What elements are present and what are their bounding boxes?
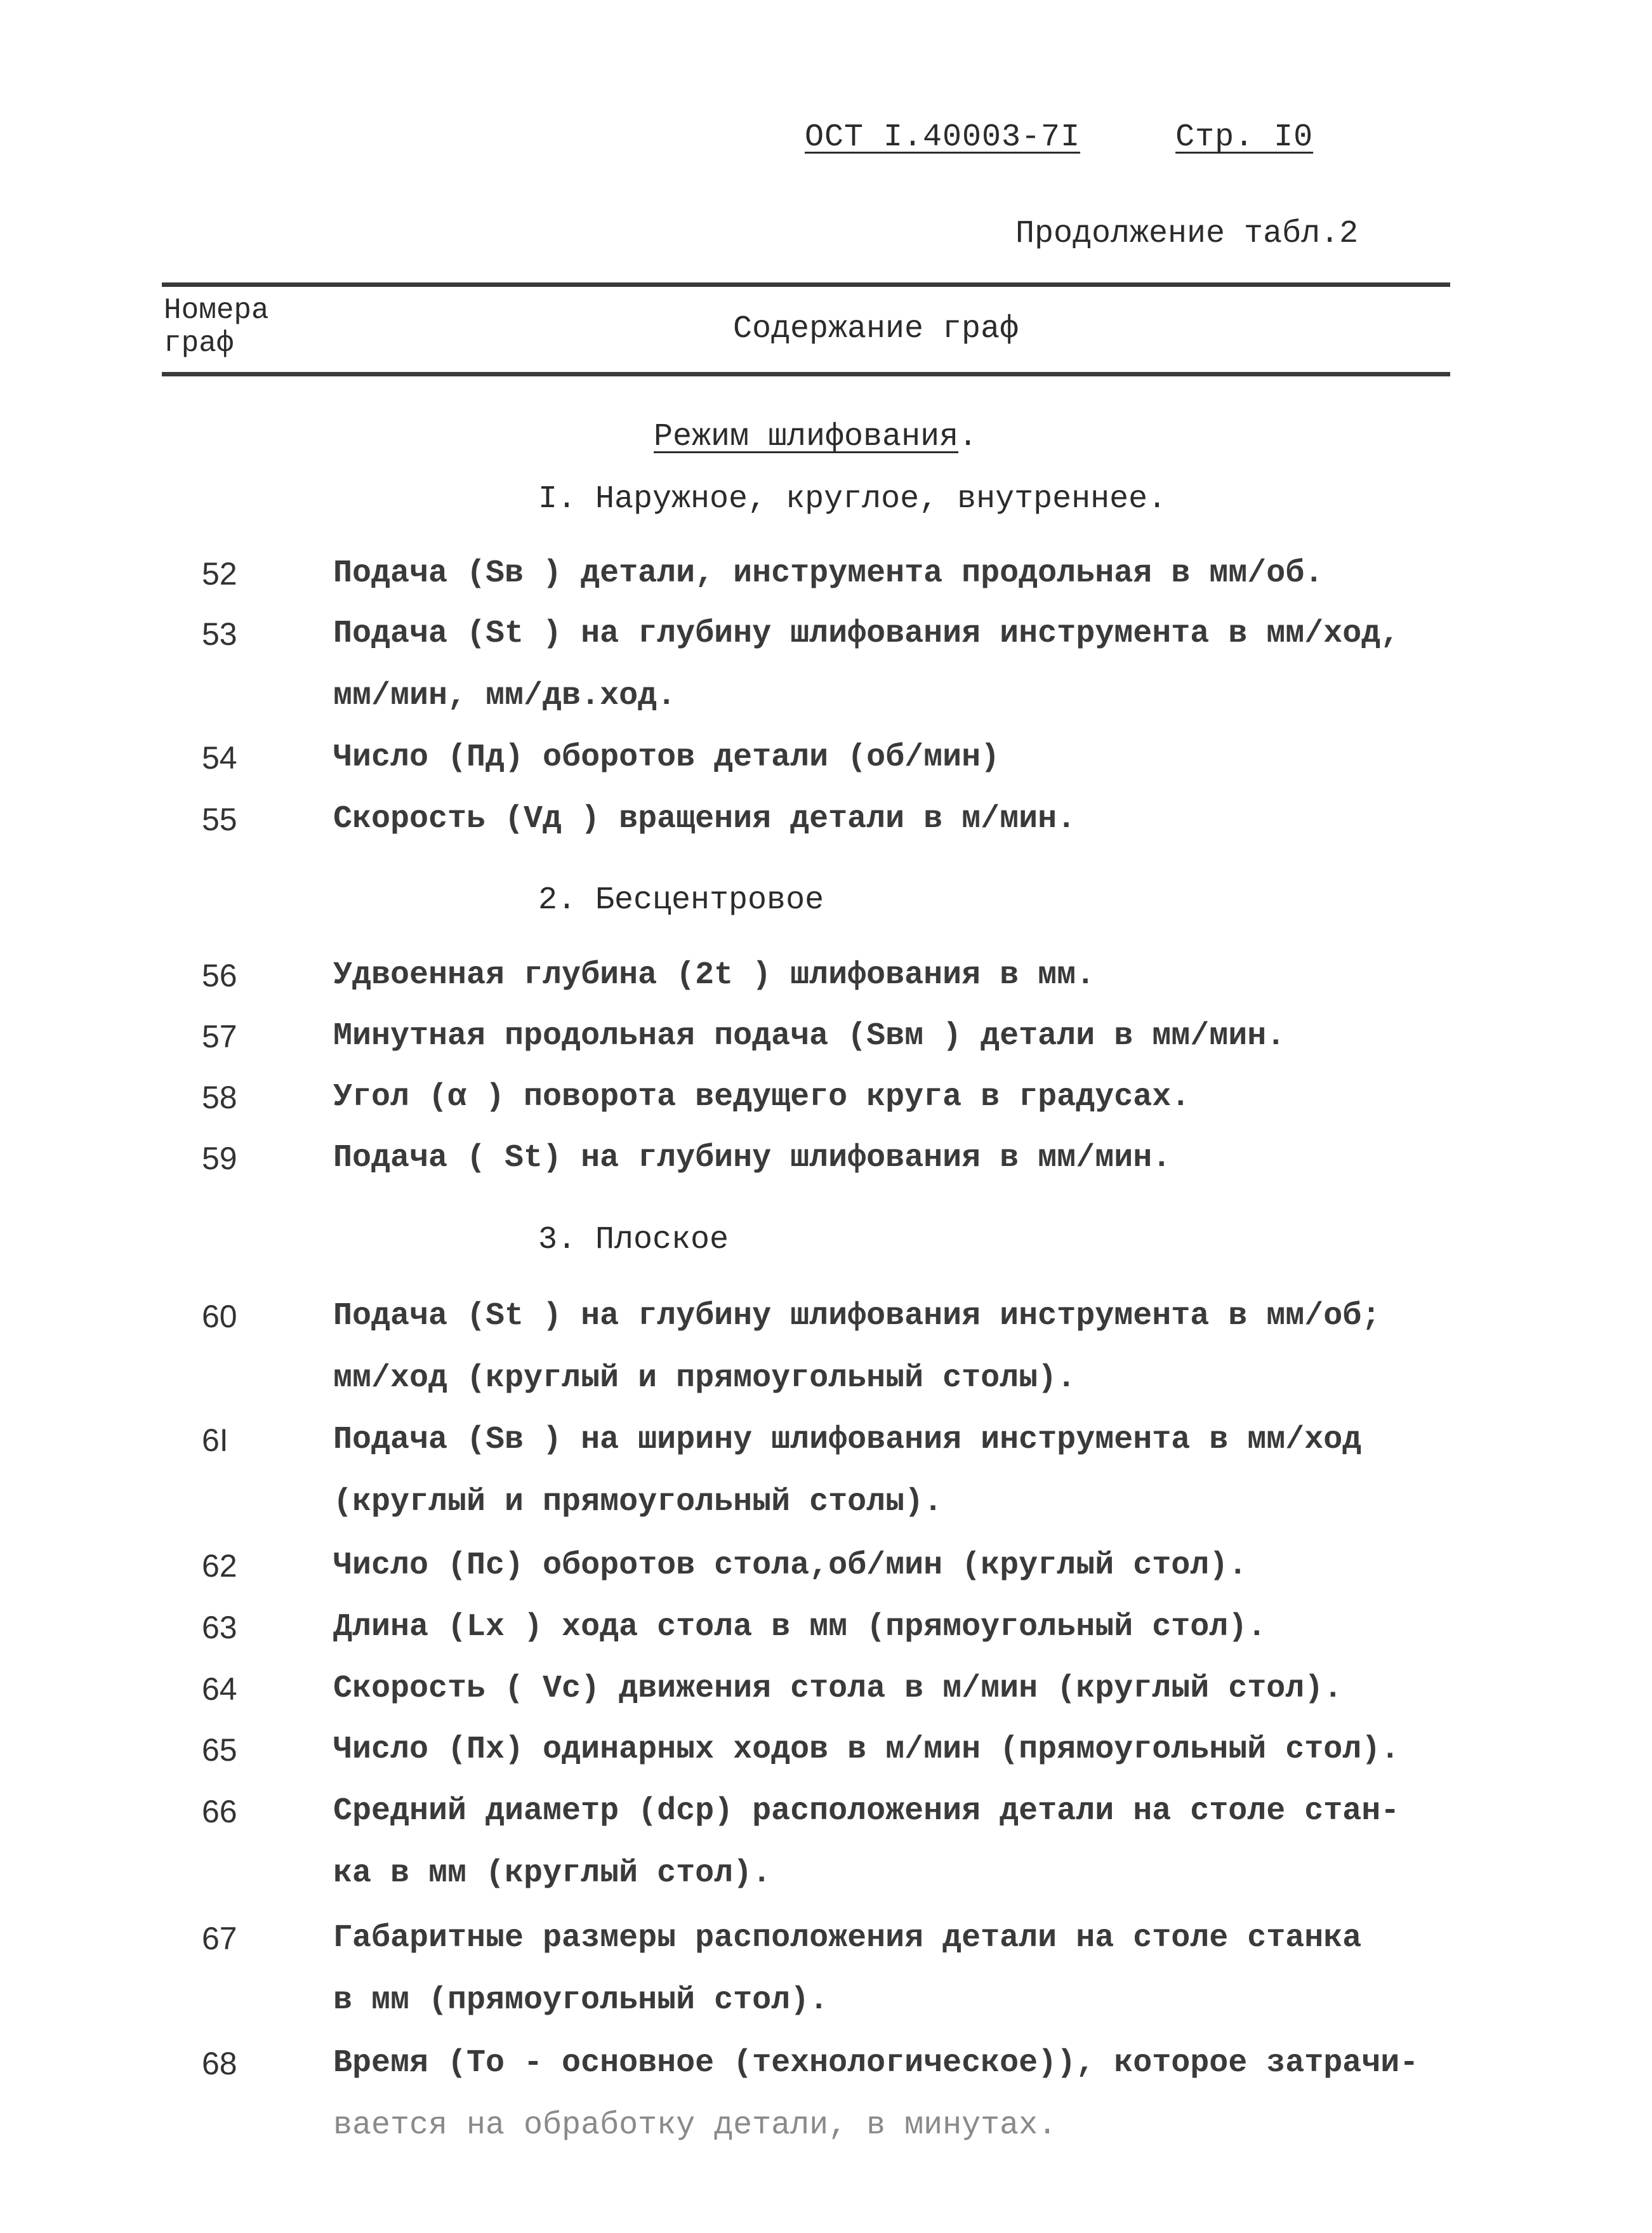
- row-text: Длина (Lх ) хода стола в мм (прямоугольный стол).: [333, 1609, 1267, 1645]
- row-text-continued: вается на обработку детали, в минутах.: [333, 2107, 1057, 2144]
- row-text: Число (Пс) оборотов стола,об/мин (круглый стол).: [333, 1547, 1248, 1584]
- row-number: 59: [202, 1141, 237, 1176]
- row-text: Число (Пд) оборотов детали (об/мин): [333, 739, 1000, 776]
- row-number: 62: [202, 1548, 237, 1584]
- row-text-continued: в мм (прямоугольный стол).: [333, 1982, 829, 2018]
- row-number: 53: [202, 616, 237, 652]
- row-text: Подача (Sв ) детали, инструмента продольная в мм/об.: [333, 555, 1324, 592]
- table-header-rule: [162, 372, 1450, 376]
- row-number: 57: [202, 1019, 237, 1054]
- row-text: Габаритные размеры расположения детали на столе станка: [333, 1920, 1362, 1956]
- section-title-text: Режим шлифования: [654, 419, 959, 455]
- row-number: 60: [202, 1299, 237, 1334]
- row-text-continued: мм/мин, мм/дв.ход.: [333, 678, 677, 714]
- row-number: 58: [202, 1080, 237, 1115]
- section-title: [654, 419, 977, 455]
- row-number: 63: [202, 1610, 237, 1645]
- row-text: Скорость (Vд ) вращения детали в м/мин.: [333, 801, 1076, 837]
- row-text-continued: ка в мм (круглый стол).: [333, 1855, 772, 1892]
- row-number: 55: [202, 802, 237, 837]
- row-text: Минутная продольная подача (Sвм ) детали в мм/мин.: [333, 1018, 1286, 1054]
- column-header-numbers-line1: Номера: [164, 294, 269, 327]
- section-title-tail: .: [958, 419, 978, 455]
- doc-header: [805, 119, 1313, 156]
- row-number: 66: [202, 1794, 237, 1829]
- row-text: Средний диаметр (dср) расположения детали на столе стан-: [333, 1793, 1400, 1829]
- row-text: Подача (St ) на глубину шлифования инструмента в мм/об;: [333, 1298, 1381, 1334]
- page-number: Стр. I0: [1175, 119, 1314, 156]
- row-text: Подача (St ) на глубину шлифования инструмента в мм/ход,: [333, 616, 1400, 652]
- row-number: 68: [202, 2046, 237, 2081]
- row-text: Скорость ( Vc) движения стола в м/мин (круглый стол).: [333, 1671, 1343, 1707]
- row-number: 6I: [202, 1422, 228, 1458]
- row-text: Угол (α ) поворота ведущего круга в градусах.: [333, 1079, 1191, 1115]
- column-header-content: Содержание граф: [733, 311, 1019, 347]
- row-number: 54: [202, 740, 237, 776]
- row-text: Время (To - основное (технологическое)), которое затрачи-: [333, 2045, 1419, 2081]
- row-number: 65: [202, 1732, 237, 1768]
- row-text: Удвоенная глубина (2t ) шлифования в мм.: [333, 957, 1095, 993]
- doc-code: ОСТ I.40003-7I: [805, 119, 1081, 156]
- row-text: Подача ( St) на глубину шлифования в мм/мин.: [333, 1140, 1172, 1176]
- row-text: Число (Пх) одинарных ходов в м/мин (прямоугольный стол).: [333, 1732, 1400, 1768]
- row-number: 56: [202, 958, 237, 993]
- column-header-numbers-line2: граф: [164, 327, 234, 360]
- column-header-numbers: [164, 294, 269, 360]
- table-continuation-label: Продолжение табл.2: [1015, 216, 1359, 252]
- subsection-heading-1: I. Наружное, круглое, внутреннее.: [538, 481, 1167, 517]
- row-number: 67: [202, 1921, 237, 1956]
- row-number: 64: [202, 1671, 237, 1707]
- row-text-continued: (круглый и прямоугольный столы).: [333, 1484, 943, 1520]
- subsection-heading-3: 3. Плоское: [538, 1222, 729, 1258]
- table-top-rule: [162, 282, 1450, 287]
- row-number: 52: [202, 556, 237, 592]
- row-text-continued: мм/ход (круглый и прямоугольный столы).: [333, 1360, 1076, 1396]
- row-text: Подача (Sв ) на ширину шлифования инструмента в мм/ход: [333, 1422, 1362, 1458]
- subsection-heading-2: 2. Бесцентровое: [538, 882, 824, 918]
